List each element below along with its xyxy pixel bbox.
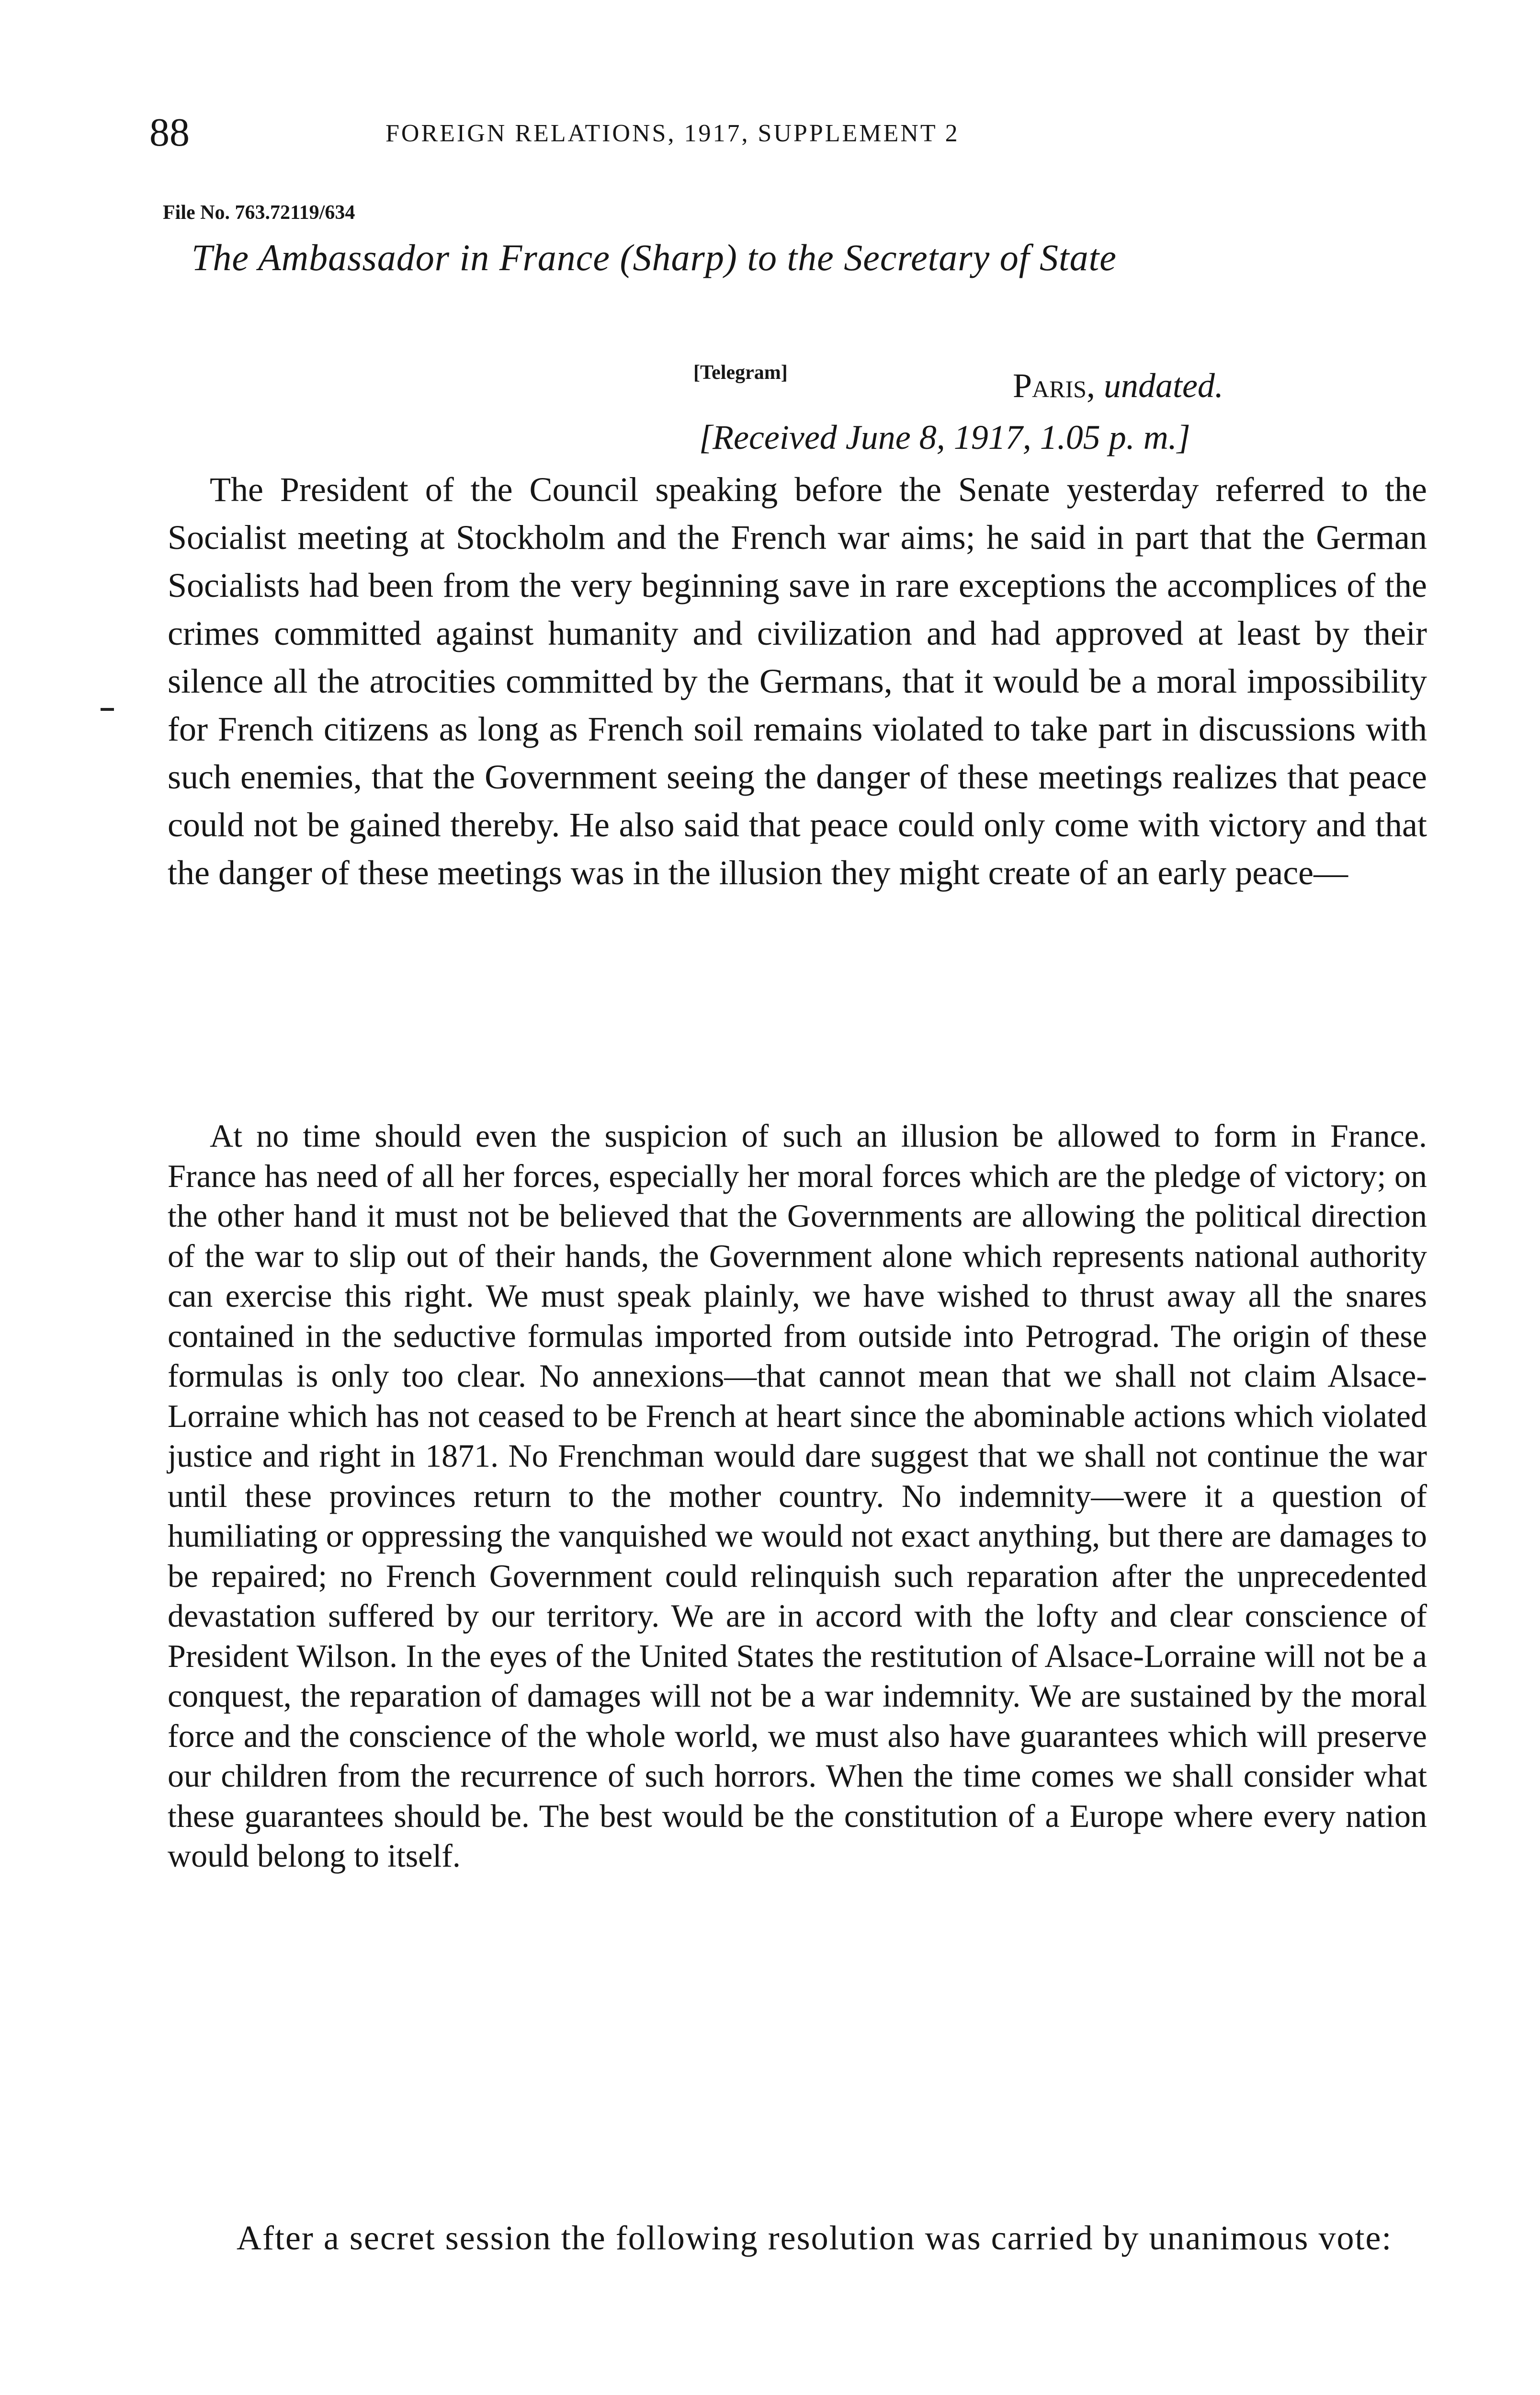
paragraph-3: After a secret session the following resolution was carried by unanimous vote: [237, 2219, 1393, 2257]
file-number: File No. 763.72119/634 [163, 202, 355, 224]
margin-mark [101, 708, 114, 711]
paragraph-2: At no time should even the suspicion of such an illusion be allowed to form in France. France has need of all her forces, especially her moral forces which are the pledge of victory; on the other hand it must not be believed that the Governments are allowing the political direction of the war to slip out of their hands, the Government alone which represents national authority can exercise this right. We must speak plainly, we have wished to thrust away all the snares contained in the seductive formulas imported from outside into Petrograd. The origin of these formulas is only too clear. No annexions—that cannot mean that we shall not claim Alsace-Lorraine which has not ceased to be French at heart since the abominable actions which violated justice and right in 1871. No Frenchman would dare suggest that we shall not continue the war until these provinces return to the mother country. No indemnity—were it a question of humiliating or oppressing the vanquished we would not exact anything, but there are damages to be repaired; no French Government could relinquish such reparation after the unprecedented devastation suffered by our territory. We are in accord with the lofty and clear conscience of President Wilson. In the eyes of the United States the restitution of Alsace-Lorraine will not be a conquest, the reparation of damages will not be a war indemnity. We are sustained by the moral force and the conscience of the whole world, we must also have guarantees which will preserve our children from the recurrence of such horrors. When the time comes we shall consider what these guarantees should be. The best would be the constitution of a Europe where every nation would belong to itself. [168, 1118, 1427, 1874]
dateline [1013, 359, 1223, 412]
running-title: FOREIGN RELATIONS, 1917, SUPPLEMENT 2 [385, 120, 960, 147]
page-number: 88 [149, 110, 190, 155]
dateline-place: Paris, [1013, 366, 1095, 405]
document-type: [Telegram] [693, 362, 788, 384]
page-header [144, 106, 1437, 159]
received-note: [Received June 8, 1917, 1.05 p. m.] [699, 418, 1190, 456]
paragraph-1: The President of the Council speaking before the Senate yesterday referred to the Socialist meeting at Stockholm and the French war aims; he said in part that the German Socialists had been from the very beginning save in rare exceptions the accomplices of the crimes committed against humanity and civilization and had approved at least by their silence all the atrocities committed by the Germans, that it would be a moral impossibility for French citizens as long as French soil remains violated to take part in discussions with such enemies, that the Government seeing the danger of these meetings realizes that peace could not be gained thereby. He also said that peace could only come with victory and that the danger of these meetings was in the illusion they might create of an early peace— [168, 470, 1427, 892]
document-title: The Ambassador in France (Sharp) to the Secretary of State [192, 237, 1117, 278]
dateline-date: undated. [1103, 366, 1223, 405]
